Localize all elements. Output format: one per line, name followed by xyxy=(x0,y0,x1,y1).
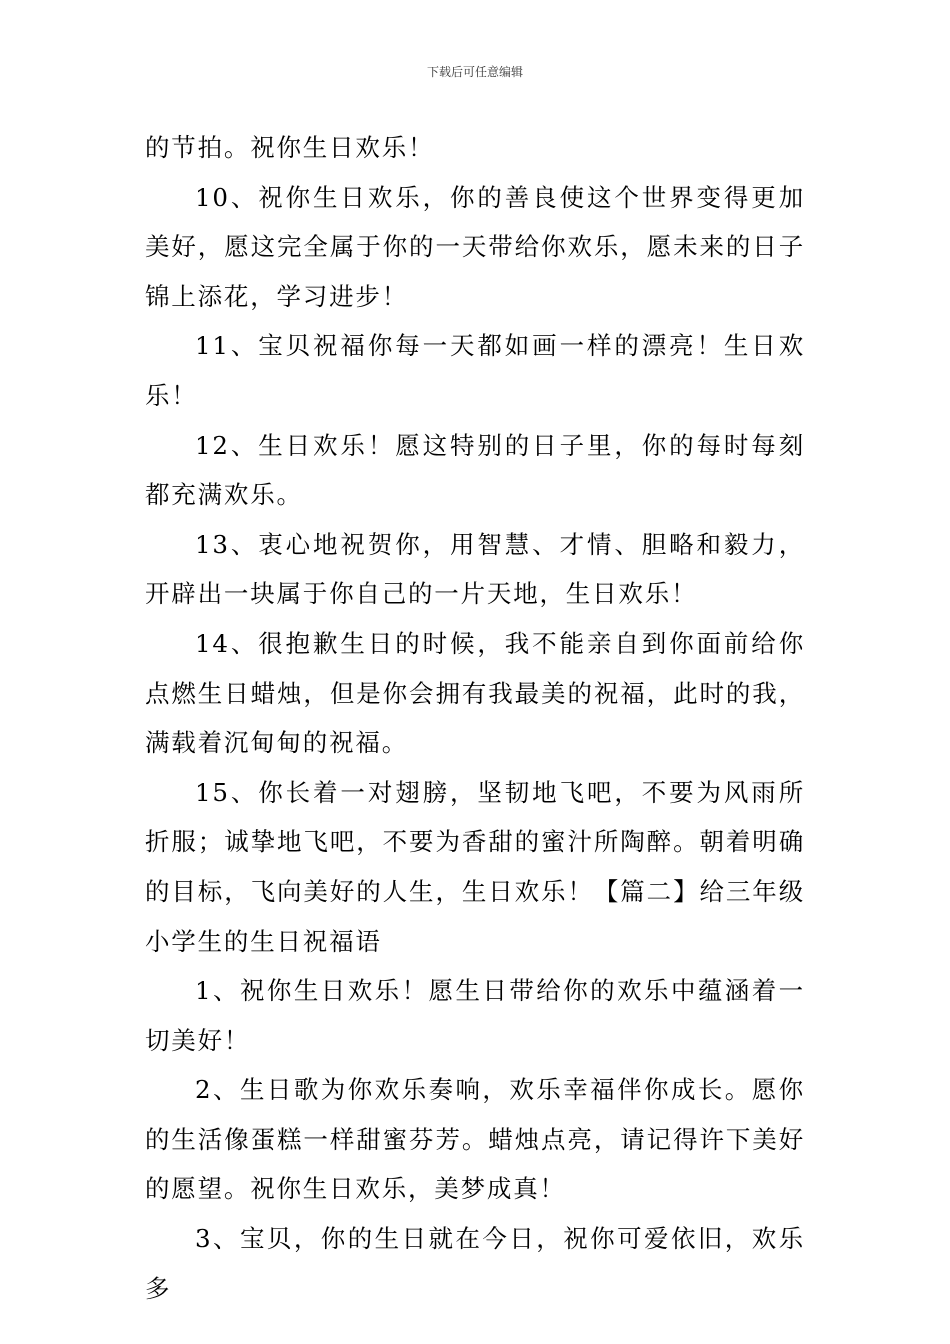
document-body xyxy=(145,123,805,1313)
paragraph-3: 11、宝贝祝福你每一天都如画一样的漂亮！生日欢乐！ xyxy=(145,331,805,410)
paragraph-10: 3、宝贝，你的生日就在今日，祝你可爱依旧，欢乐多 xyxy=(145,1224,805,1303)
paragraph-1: 的节拍。祝你生日欢乐！ xyxy=(145,133,435,162)
paragraph-2: 10、祝你生日欢乐，你的善良使这个世界变得更加美好，愿这完全属于你的一天带给你欢乐，愿未来的日子锦上添花，学习进步！ xyxy=(145,182,805,311)
paragraph-5: 13、衷心地祝贺你，用智慧、才情、胆略和毅力，开辟出一块属于你自己的一片天地，生日欢乐！ xyxy=(145,529,805,609)
paragraph-8: 1、祝你生日欢乐！愿生日带给你的欢乐中蕴涵着一切美好！ xyxy=(145,976,805,1055)
paragraph-9: 2、生日歌为你欢乐奏响，欢乐幸福伴你成长。愿你的生活像蛋糕一样甜蜜芬芳。蜡烛点亮，请记得许下美好的愿望。祝你生日欢乐，美梦成真！ xyxy=(145,1075,805,1204)
paragraph-6: 14、很抱歉生日的时候，我不能亲自到你面前给你点燃生日蜡烛，但是你会拥有我最美的祝福，此时的我，满载着沉甸甸的祝福。 xyxy=(145,628,805,758)
paragraph-4: 12、生日欢乐！愿这特别的日子里，你的每时每刻都充满欢乐。 xyxy=(145,430,805,510)
page-header: 下载后可任意编辑 xyxy=(426,65,523,79)
paragraph-7: 15、你长着一对翅膀，坚韧地飞吧，不要为风雨所折服；诚挚地飞吧，不要为香甜的蜜汁所陶醉。朝着明确的目标，飞向美好的人生，生日欢乐！【篇二】给三年级小学生的生日祝福语 xyxy=(145,777,805,956)
